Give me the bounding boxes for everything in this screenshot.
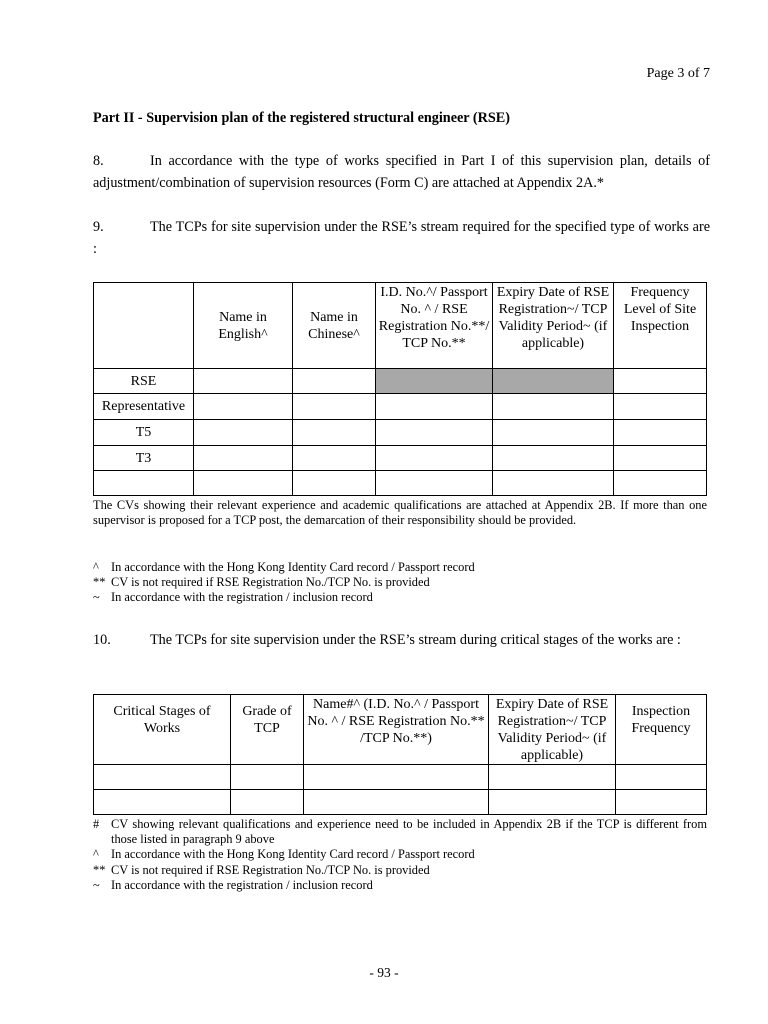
table-cell[interactable]: [489, 790, 616, 815]
table-cell[interactable]: [493, 394, 614, 420]
row-label: RSE: [94, 369, 194, 394]
table-cell[interactable]: [614, 420, 707, 446]
note: [93, 847, 707, 862]
notes-list: [93, 560, 475, 606]
table-cell[interactable]: [293, 471, 376, 496]
table-row: [94, 369, 707, 394]
note-text: In accordance with the Hong Kong Identity Card record / Passport record: [111, 847, 475, 862]
table-cell[interactable]: [489, 765, 616, 790]
table-cell[interactable]: [304, 765, 489, 790]
page-footer: - 93 -: [369, 965, 399, 980]
table-footnote: The CVs showing their relevant experience and academic qualifications are attached at Appendix 2B. If more than one supervisor is proposed for a TCP post, the demarcation of their responsibility should be provided.: [93, 498, 707, 528]
note-symbol: ~: [93, 590, 100, 605]
table-cell[interactable]: [616, 790, 707, 815]
table-cell[interactable]: [231, 790, 304, 815]
paragraph-text: In accordance with the type of works specified in Part I of this supervision plan, details of adjustment/combination of supervision resources (Form C) are attached at Appendix 2A.*: [93, 153, 710, 191]
note: [93, 590, 475, 605]
paragraph-text: The TCPs for site supervision under the RSE’s stream during critical stages of the works are :: [150, 632, 681, 648]
table-cell[interactable]: [304, 790, 489, 815]
paragraph-10: [93, 629, 710, 651]
table-cell[interactable]: [231, 765, 304, 790]
table-cell[interactable]: [293, 394, 376, 420]
table-cell[interactable]: [493, 471, 614, 496]
table-cell[interactable]: [194, 420, 293, 446]
header-cell: Critical Stages of Works: [94, 695, 231, 765]
table-row: [94, 471, 707, 496]
header-cell: Expiry Date of RSE Registration~/ TCP Validity Period~ (if applicable): [493, 283, 614, 369]
note-symbol: ~: [93, 877, 100, 892]
table-cell[interactable]: [94, 765, 231, 790]
table-row: [94, 790, 707, 815]
table-cell[interactable]: [293, 446, 376, 471]
header-cell: Inspection Frequency: [616, 695, 707, 765]
table-row: [94, 765, 707, 790]
table-cell[interactable]: [493, 446, 614, 471]
note-symbol: **: [93, 575, 106, 590]
notes-list-2: [93, 817, 707, 893]
table-cell[interactable]: [293, 420, 376, 446]
paragraph-text: The TCPs for site supervision under the RSE’s stream required for the specified type of works are :: [93, 219, 710, 257]
note: [93, 560, 475, 575]
row-label: [94, 471, 194, 496]
note-symbol: ^: [93, 560, 99, 574]
row-label: T5: [94, 420, 194, 446]
paragraph-9: [93, 216, 710, 260]
table-cell[interactable]: [614, 369, 707, 394]
note: [93, 817, 707, 847]
note-symbol: ^: [93, 847, 99, 862]
header-cell: Frequency Level of Site Inspection: [614, 283, 707, 369]
table-cell[interactable]: [376, 420, 493, 446]
header-cell: I.D. No.^/ Passport No. ^ / RSE Registration No.**/ TCP No.**: [376, 283, 493, 369]
header-cell: Name in Chinese^: [293, 283, 376, 369]
table-cell[interactable]: [614, 394, 707, 420]
table-cell[interactable]: [376, 471, 493, 496]
note-text: CV is not required if RSE Registration No./TCP No. is provided: [111, 862, 430, 877]
note: [93, 575, 475, 590]
note: [93, 863, 707, 878]
table-cell[interactable]: [194, 369, 293, 394]
page-indicator: Page 3 of 7: [646, 66, 710, 81]
header-cell: Name#^ (I.D. No.^ / Passport No. ^ / RSE Registration No.** /TCP No.**): [304, 695, 489, 765]
tcp-table: [93, 282, 707, 496]
note-symbol: #: [93, 817, 100, 831]
table-cell[interactable]: [376, 446, 493, 471]
table-cell[interactable]: [493, 420, 614, 446]
note-text: In accordance with the registration / inclusion record: [111, 877, 373, 892]
table-row: [94, 446, 707, 471]
paragraph-number: 10.: [93, 632, 111, 648]
table-row: [94, 394, 707, 420]
shaded-cell: [376, 369, 493, 394]
table-cell[interactable]: [376, 394, 493, 420]
table-cell[interactable]: [614, 471, 707, 496]
table-cell[interactable]: [94, 790, 231, 815]
table-cell[interactable]: [194, 446, 293, 471]
header-cell: Grade of TCP: [231, 695, 304, 765]
note-symbol: **: [93, 862, 106, 877]
table-cell[interactable]: [614, 446, 707, 471]
header-cell: Name in English^: [194, 283, 293, 369]
note-text: In accordance with the registration / inclusion record: [111, 590, 373, 605]
table-header-row: [94, 695, 707, 765]
critical-stages-table: [93, 694, 707, 815]
paragraph-number: 9.: [93, 219, 104, 235]
table-cell[interactable]: [194, 471, 293, 496]
row-label: Representative: [94, 394, 194, 420]
paragraph-number: 8.: [93, 153, 104, 169]
note: [93, 878, 707, 893]
paragraph-8: [93, 150, 710, 194]
note-text: In accordance with the Hong Kong Identity Card record / Passport record: [111, 560, 475, 574]
table-cell[interactable]: [293, 369, 376, 394]
table-cell[interactable]: [616, 765, 707, 790]
table-header-row: [94, 283, 707, 369]
note-text: CV is not required if RSE Registration No./TCP No. is provided: [111, 575, 430, 590]
table-cell[interactable]: [194, 394, 293, 420]
shaded-cell: [493, 369, 614, 394]
note-text: CV showing relevant qualifications and experience need to be included in Appendix 2B if the TCP is different from those listed in paragraph 9 above: [111, 817, 707, 847]
header-cell: Expiry Date of RSE Registration~/ TCP Validity Period~ (if applicable): [489, 695, 616, 765]
table-row: [94, 420, 707, 446]
header-cell: [94, 283, 194, 369]
section-heading: Part II - Supervision plan of the registered structural engineer (RSE): [93, 110, 510, 126]
row-label: T3: [94, 446, 194, 471]
